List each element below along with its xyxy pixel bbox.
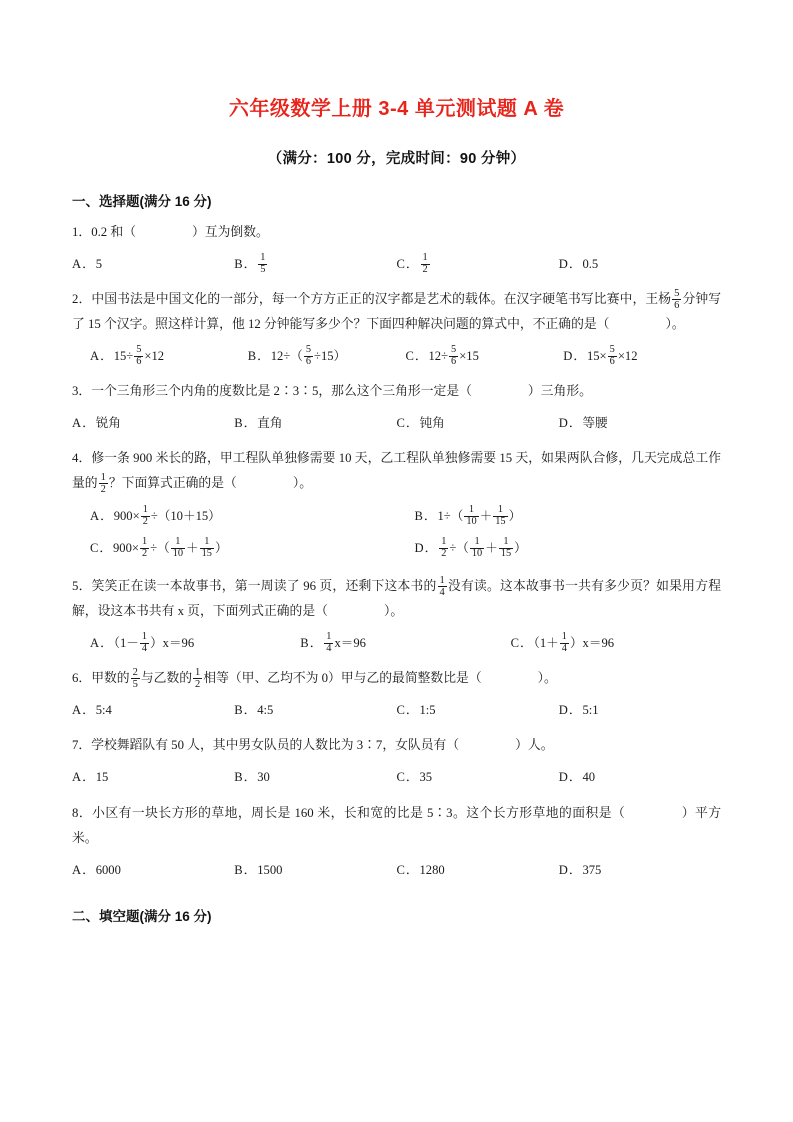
option-post: ）	[214, 540, 228, 555]
fraction: $\frac{1}{2}$	[142, 535, 148, 559]
fraction: $\frac{1}{15}$	[201, 535, 212, 559]
question-7-stem-a: 学校舞蹈队有 50 人，其中男女队员的人数比为 3∶7，女队员有（	[91, 738, 460, 753]
option-b[interactable]	[248, 344, 406, 369]
option-post: ×15	[459, 349, 479, 364]
option-pre: 1÷（	[437, 509, 464, 524]
option-text: 直角	[257, 416, 283, 431]
option-mid: ＋	[485, 540, 498, 555]
fraction: $\frac{1}{15}$	[495, 504, 506, 528]
question-5-options	[72, 631, 721, 656]
option-post: ）x＝96	[569, 636, 615, 651]
option-text: 0.5	[582, 256, 599, 271]
option-pre: 900×	[113, 540, 139, 555]
option-b[interactable]	[234, 411, 396, 436]
option-text: 4:5	[257, 703, 274, 718]
option-c[interactable]	[397, 698, 559, 723]
question-1-stem-a: 0.2 和（	[91, 225, 136, 239]
option-post: ）	[514, 540, 527, 555]
question-1-options	[72, 252, 721, 277]
option-label: C．	[90, 540, 113, 555]
option-post: ）	[508, 509, 522, 524]
option-label: C．	[396, 770, 420, 785]
question-4-line-2a: 队合修，几天完成总工作量的	[72, 451, 722, 491]
option-c[interactable]	[397, 765, 559, 790]
fraction: $\frac{1}{2}$	[422, 251, 428, 275]
question-6-number: 6．	[72, 671, 92, 686]
question-3-stem-a: 一个三角形三个内角的度数比是 2∶3∶5，那么这个三角形一定是（	[91, 384, 472, 399]
page-title: 六年级数学上册 3-4 单元测试题 A 卷	[228, 98, 565, 120]
option-post: ÷15）	[314, 349, 347, 364]
question-5-line-1a: 笑笑正在读一本故事书，第一周读了 96 页，还剩下这本书的	[91, 579, 437, 594]
option-label: A．	[90, 509, 114, 524]
option-b[interactable]	[234, 858, 396, 883]
option-a[interactable]	[72, 501, 397, 532]
question-7-number: 7．	[72, 738, 92, 753]
option-text: 375	[582, 862, 602, 877]
option-label: A．	[72, 416, 96, 431]
option-label: A．	[72, 256, 96, 271]
fraction: $\frac{1}{2}$	[195, 667, 201, 691]
question-6-stem-c: 相等（甲、乙均不为 0）甲与乙的最简整数比是（	[203, 671, 482, 686]
fraction: $\frac{1}{4}$	[141, 631, 148, 654]
option-c[interactable]	[511, 631, 721, 656]
question-3-number: 3．	[72, 384, 92, 399]
option-c[interactable]	[406, 344, 564, 369]
question-3	[72, 379, 721, 436]
option-text: 5:1	[582, 703, 599, 718]
question-8-line-2b: ）平方米。	[72, 805, 722, 845]
fraction: $\frac{5}{6}$	[451, 344, 457, 367]
fraction: $\frac{1}{10}$	[471, 535, 483, 559]
option-b[interactable]	[234, 252, 396, 277]
question-8	[72, 801, 721, 883]
option-label: D．	[558, 770, 583, 785]
option-a[interactable]	[90, 344, 248, 369]
option-label: C．	[396, 256, 420, 271]
question-8-line-2a: 是（	[598, 805, 626, 820]
section-heading-choice: 一、选择题(满分 16 分)	[72, 168, 721, 210]
question-5-line-2b: ）。	[383, 604, 404, 619]
option-d[interactable]	[397, 533, 722, 564]
option-d[interactable]	[559, 252, 721, 277]
fraction: $\frac{5}{6}$	[136, 344, 142, 367]
option-label: B．	[234, 416, 258, 431]
question-5-number: 5．	[72, 579, 92, 594]
question-7	[72, 733, 721, 790]
option-post: x＝96	[334, 636, 366, 651]
option-post: ×12	[144, 349, 165, 364]
option-label: B．	[234, 256, 258, 271]
question-6-stem-a: 甲数的	[91, 671, 130, 686]
section-heading-fill-blank: 二、填空题(满分 16 分)	[72, 883, 721, 925]
option-label: A．	[72, 770, 96, 785]
question-7-stem-b: ）人。	[515, 738, 554, 753]
question-1-number: 1．	[72, 225, 92, 239]
fraction: $\frac{1}{4}$	[561, 631, 567, 654]
option-label: A．	[72, 703, 96, 718]
option-a[interactable]	[72, 411, 234, 436]
option-mid0: ÷（	[449, 540, 469, 555]
option-post: ）x＝96	[150, 636, 195, 651]
fraction: $\frac{1}{15}$	[500, 535, 512, 559]
option-c[interactable]	[72, 533, 397, 564]
option-label: C．	[396, 862, 420, 877]
option-text: 35	[419, 770, 433, 785]
question-4-line-1: 修一条 900 米长的路，甲工程队单独修需要 10 天，乙工程队单独修需要 15 天，如果两	[91, 451, 580, 466]
question-2-line-1: 中国书法是中国文化的一部分，每一个方方正正的汉字都是艺术的载体。在汉字硬笔书	[91, 292, 581, 307]
option-pre: 15÷	[113, 349, 134, 364]
question-2-line-3a: 问题的算式中，不正确的是（	[443, 317, 610, 332]
option-label: D．	[558, 416, 583, 431]
question-3-options	[72, 411, 721, 436]
question-4-line-2b: ？下面算式正确的是（	[108, 476, 237, 491]
option-d[interactable]	[559, 858, 721, 883]
option-label: D．	[558, 862, 583, 877]
question-8-line-1: 小区有一块长方形的草地，周长是 160 米，长和宽的比是 5∶3。这个长方形草地的面积	[92, 805, 599, 820]
option-a[interactable]	[90, 631, 300, 656]
option-text: 40	[582, 770, 596, 785]
option-a[interactable]	[72, 252, 234, 277]
option-text: 6000	[95, 862, 121, 877]
option-text: 5:4	[95, 703, 112, 718]
question-5-line-2a: 有多少页？如果用方程解，设这本书共有 x 页，下面列式正确的是（	[72, 579, 722, 619]
option-label: B．	[300, 636, 324, 651]
option-a[interactable]	[72, 858, 234, 883]
question-8-number: 8．	[72, 805, 93, 820]
fraction: $\frac{1}{10}$	[466, 504, 477, 528]
option-pre: 12÷（	[270, 349, 303, 364]
option-d[interactable]	[559, 411, 721, 436]
option-mid: ÷（10＋15）	[150, 509, 221, 524]
question-5-line-1b: 没有读。这本故事书一共	[447, 579, 592, 594]
fraction: $\frac{1}{5}$	[260, 251, 266, 275]
option-b[interactable]	[234, 765, 396, 790]
option-mid: ＋	[186, 540, 199, 555]
option-text: 30	[257, 770, 270, 785]
question-1-stem-b: ）互为倒数。	[192, 225, 269, 239]
question-2-line-2a: 写比赛中，王杨	[580, 292, 672, 307]
question-2-options	[72, 344, 721, 369]
question-6-options	[72, 698, 721, 723]
fraction: $\frac{1}{4}$	[326, 631, 332, 654]
question-2-line-2b: 分钟写了 15 个汉字。照这样计算，他 12 分钟能写多少个？下面四种解决	[72, 292, 722, 332]
question-4-options	[72, 501, 721, 564]
option-c[interactable]	[397, 411, 559, 436]
option-label: D．	[563, 349, 587, 364]
fraction: $\frac{1}{4}$	[439, 574, 445, 598]
option-c[interactable]	[397, 252, 559, 277]
option-label: A．	[90, 349, 114, 364]
option-post: ×12	[617, 349, 638, 364]
question-8-options	[72, 858, 721, 883]
fraction: $\frac{2}{5}$	[132, 667, 138, 691]
option-c[interactable]	[397, 858, 559, 883]
fraction: $\frac{1}{2}$	[142, 504, 148, 528]
option-label: C．	[396, 703, 420, 718]
option-d[interactable]	[559, 698, 721, 723]
option-label: B．	[414, 509, 438, 524]
option-text: 钝角	[419, 416, 445, 431]
fraction: $\frac{1}{2}$	[441, 535, 447, 559]
question-2	[72, 287, 721, 369]
option-d[interactable]	[563, 344, 721, 369]
option-label: A．	[72, 862, 96, 877]
option-label: B．	[234, 862, 258, 877]
fraction: $\frac{5}{6}$	[305, 344, 312, 367]
option-text: 等腰	[582, 416, 608, 431]
option-label: B．	[234, 703, 258, 718]
option-label: B．	[247, 349, 271, 364]
question-5	[72, 574, 721, 656]
question-2-line-3b: ）。	[665, 317, 685, 332]
option-text: 1280	[419, 862, 445, 877]
option-text: 1:5	[419, 703, 436, 718]
option-a[interactable]	[72, 698, 234, 723]
option-label: B．	[234, 770, 258, 785]
option-b[interactable]	[234, 698, 396, 723]
option-label: C．	[405, 349, 429, 364]
option-text: 锐角	[95, 416, 121, 431]
question-4-line-2c: ）。	[292, 476, 313, 491]
option-pre: 12÷	[428, 349, 449, 364]
fraction: $\frac{1}{10}$	[172, 535, 184, 559]
option-mid0: ÷（	[150, 540, 170, 555]
option-label: C．	[510, 636, 534, 651]
question-1	[72, 220, 721, 277]
question-2-number: 2．	[72, 292, 92, 307]
option-pre: （1＋	[533, 636, 559, 651]
fraction: $\frac{5}{6}$	[609, 344, 615, 367]
option-label: D．	[558, 703, 583, 718]
option-label: D．	[558, 256, 583, 271]
question-6-stem-b: 与乙数的	[140, 671, 193, 686]
page-subtitle: （满分：100 分，完成时间：90 分钟）	[267, 151, 526, 167]
option-label: D．	[414, 540, 439, 555]
option-text: 15	[95, 770, 109, 785]
option-b[interactable]	[300, 631, 510, 656]
option-label: A．	[90, 636, 114, 651]
question-7-options	[72, 765, 721, 790]
option-a[interactable]	[72, 765, 234, 790]
question-4-number: 4．	[72, 451, 92, 466]
option-b[interactable]	[397, 501, 722, 532]
question-3-stem-b: ）三角形。	[527, 384, 592, 399]
fraction: $\frac{5}{6}$	[674, 287, 680, 311]
option-d[interactable]	[559, 765, 721, 790]
question-6	[72, 666, 721, 723]
question-6-stem-d: ）。	[537, 671, 557, 686]
option-mid: ＋	[479, 509, 493, 524]
option-pre: 900×	[113, 509, 140, 524]
question-4	[72, 446, 721, 564]
option-text: 1500	[257, 862, 283, 877]
option-pre: （1－	[113, 636, 139, 651]
option-label: C．	[396, 416, 420, 431]
option-pre: 15×	[586, 349, 607, 364]
option-text: 5	[95, 256, 102, 271]
fraction: $\frac{1}{2}$	[100, 472, 106, 496]
